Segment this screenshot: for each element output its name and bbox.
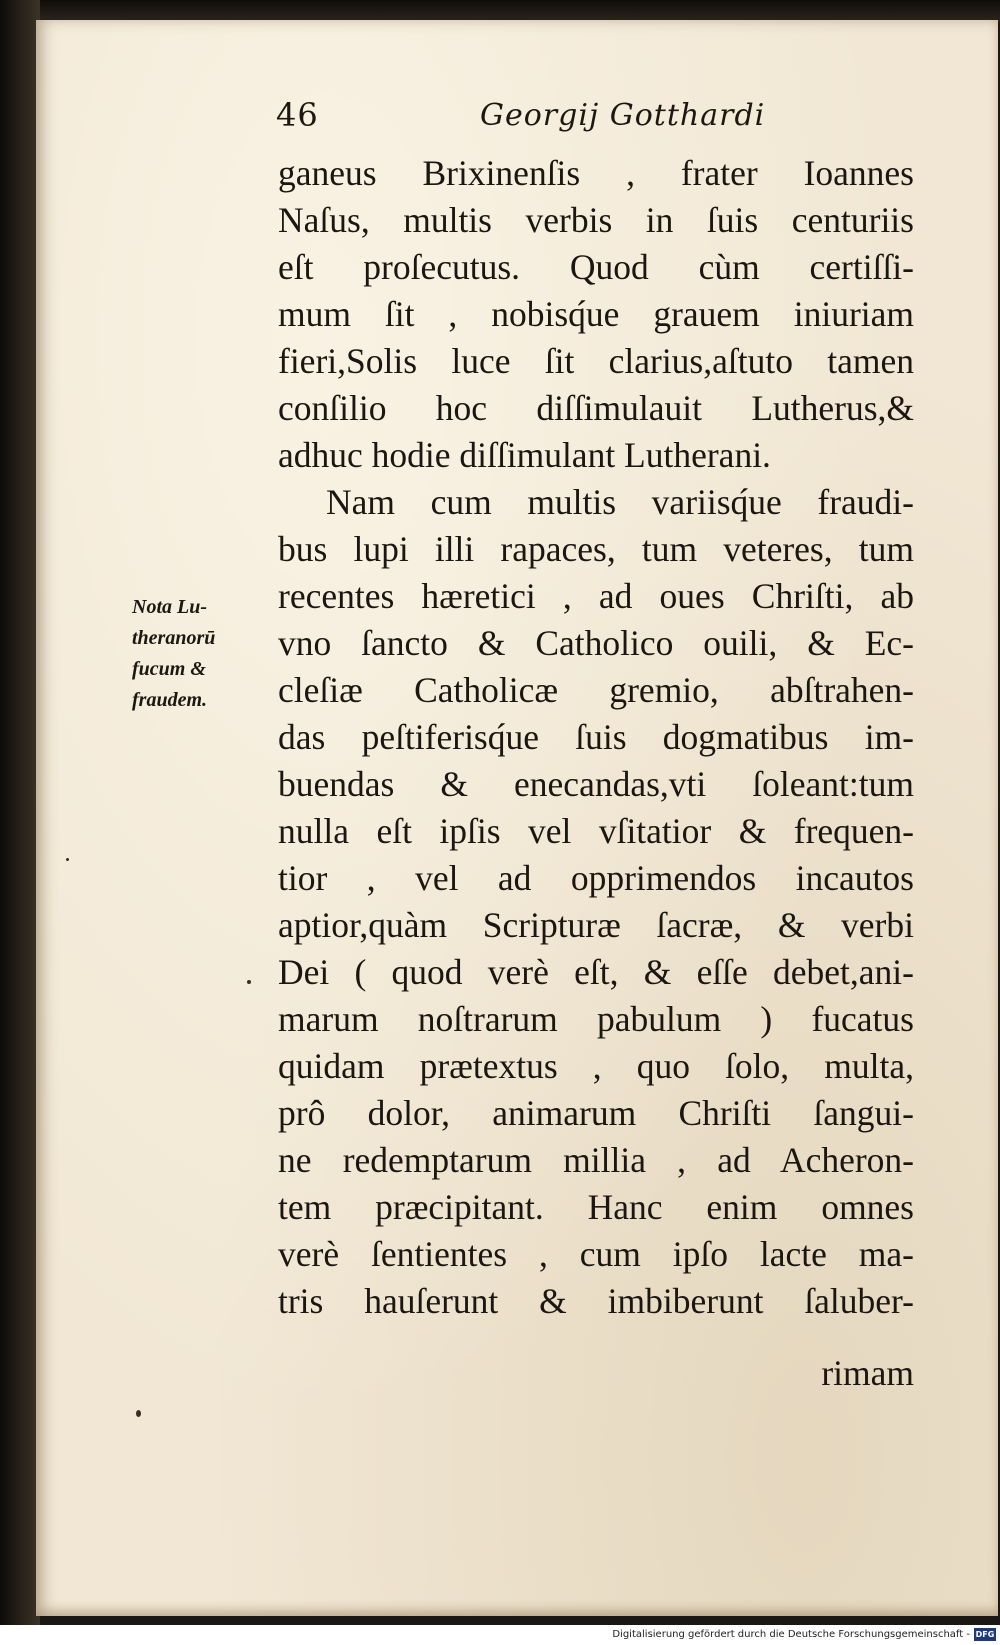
text-line: aptior,quàm Scripturæ ſacræ, & verbi bbox=[278, 905, 914, 945]
text-line: Dei ( quod verè eſt, & eſſe debet,ani- bbox=[278, 952, 914, 992]
page-number: 46 bbox=[276, 96, 319, 134]
text-line: recentes hæretici , ad oues Chriſti, ab bbox=[278, 576, 914, 616]
marginal-note-line: theranorū bbox=[132, 627, 216, 649]
text-line: ne redemptarum millia , ad Acheron- bbox=[278, 1140, 914, 1180]
text-line: nulla eſt ipſis vel vſitatior & frequen- bbox=[278, 811, 914, 851]
text-line: quidam prætextus , quo ſolo, multa, bbox=[278, 1046, 914, 1086]
text-line: fieri,Solis luce ſit clarius,aſtuto tamen bbox=[278, 341, 914, 381]
book-page bbox=[36, 20, 998, 1616]
text-line: prô dolor, animarum Chriſti ſangui- bbox=[278, 1093, 914, 1133]
text-line: ganeus Brixinenſis , frater Ioannes bbox=[278, 153, 914, 193]
text-line: bus lupi illi rapaces, tum veteres, tum bbox=[278, 529, 914, 569]
text-line: tior , vel ad opprimendos incautos bbox=[278, 858, 914, 898]
body-text bbox=[278, 150, 914, 1325]
footer-credit: Digitalisierung gefördert durch die Deutsche Forschungsgemeinschaft - bbox=[612, 1629, 970, 1640]
book-spine-edge bbox=[0, 0, 40, 1625]
text-line: Nam cum multis variisq́ue fraudi- bbox=[326, 482, 914, 522]
dfg-logo: DFG bbox=[975, 1630, 995, 1639]
ink-speck bbox=[247, 980, 251, 984]
text-line: tris hauſerunt & imbiberunt ſaluber- bbox=[278, 1281, 914, 1321]
running-title: Georgij Gotthardi bbox=[480, 98, 766, 133]
text-line: buendas & enecandas,vti ſoleant:tum bbox=[278, 764, 914, 804]
text-line: vno ſancto & Catholico ouili, & Ec- bbox=[278, 623, 914, 663]
marginal-note-line: fraudem. bbox=[132, 689, 207, 711]
marginal-note-line: fucum & bbox=[132, 658, 206, 680]
text-line: eſt proſecutus. Quod cùm certiſſi- bbox=[278, 247, 914, 287]
text-line: conſilio hoc diſſimulauit Lutherus,& bbox=[278, 388, 914, 428]
marginal-note-line: Nota Lu- bbox=[132, 596, 207, 618]
text-line: verè ſentientes , cum ipſo lacte ma- bbox=[278, 1234, 914, 1274]
text-line: adhuc hodie diſſimulant Lutherani. bbox=[278, 435, 771, 475]
running-head bbox=[276, 96, 836, 146]
text-line: cleſiæ Catholicæ gremio, abſtrahen- bbox=[278, 670, 914, 710]
book-top-edge bbox=[0, 0, 1000, 22]
text-line: tem præcipitant. Hanc enim omnes bbox=[278, 1187, 914, 1227]
ink-speck bbox=[136, 1410, 141, 1417]
ink-speck bbox=[66, 858, 69, 861]
catchword: rimam bbox=[821, 1353, 914, 1393]
text-line: das peſtiferisq́ue ſuis dogmatibus im- bbox=[278, 717, 914, 757]
marginal-note bbox=[132, 592, 272, 716]
text-line: mum ſit , nobisq́ue grauem iniuriam bbox=[278, 294, 914, 334]
text-line: marum noſtrarum pabulum ) fucatus bbox=[278, 999, 914, 1039]
text-line: Naſus, multis verbis in ſuis centuriis bbox=[278, 200, 914, 240]
